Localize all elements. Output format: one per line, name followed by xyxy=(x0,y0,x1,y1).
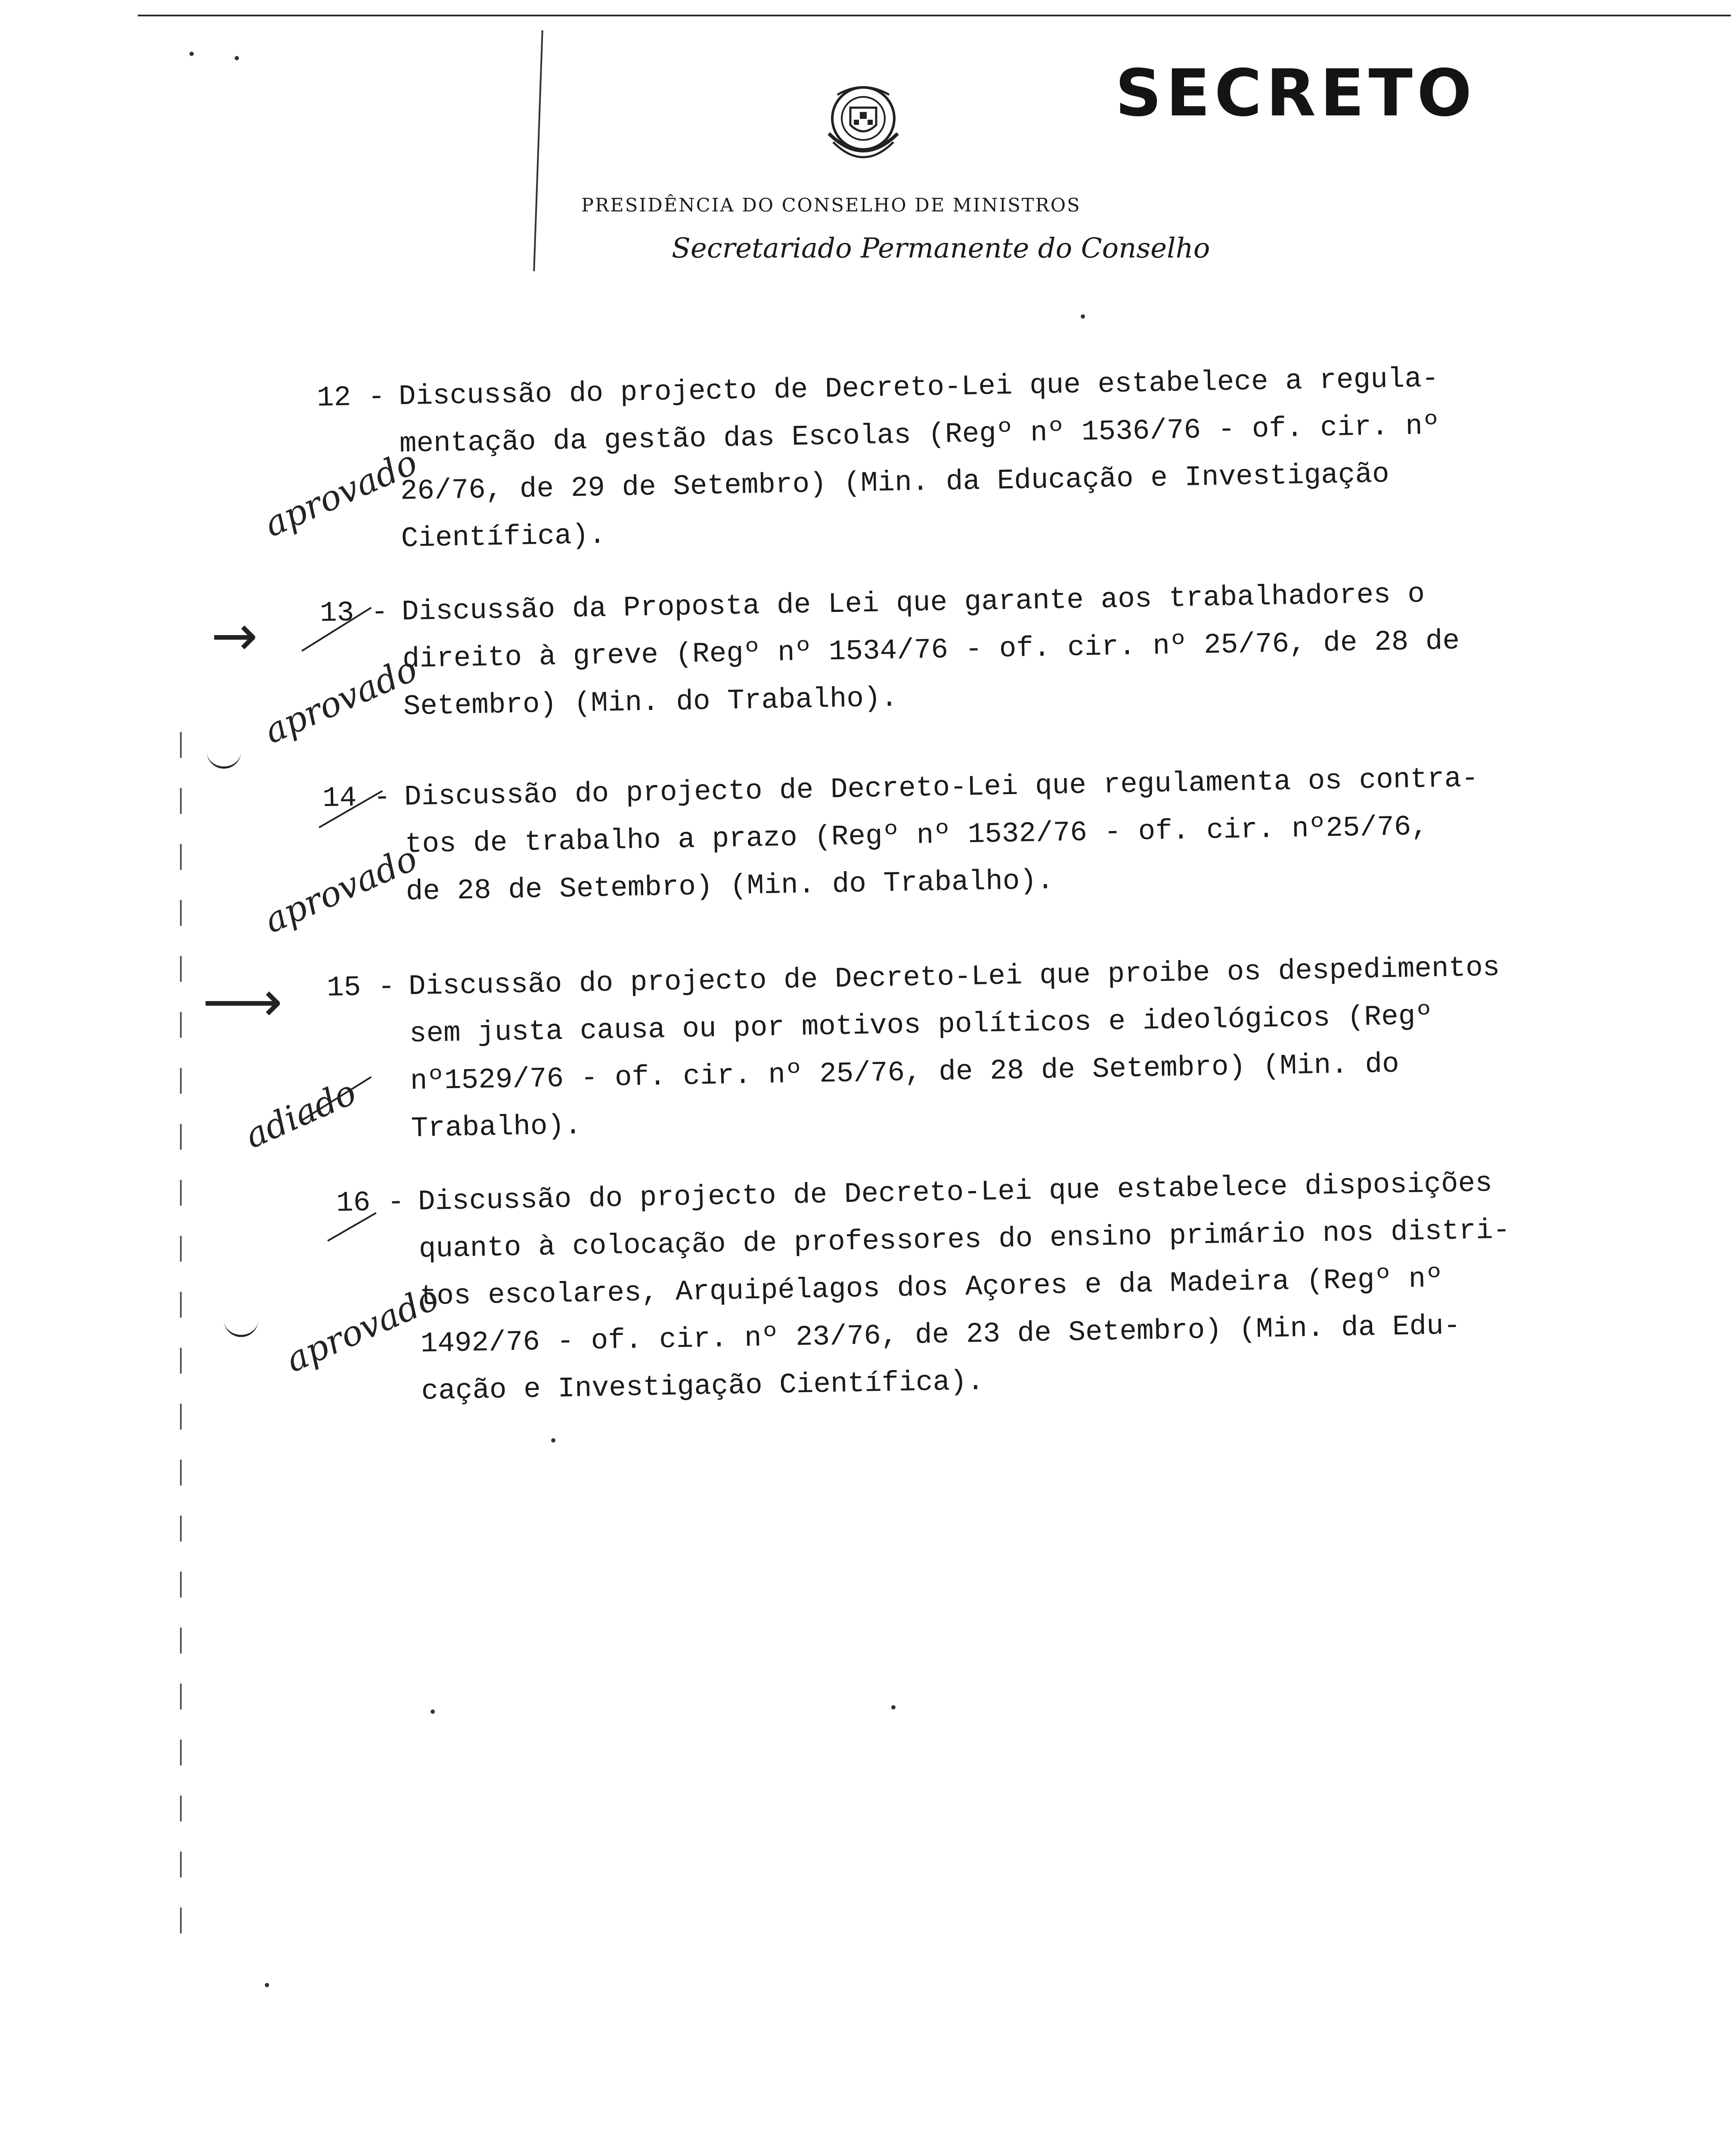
agenda-item xyxy=(336,1158,1589,1430)
agenda-item xyxy=(319,568,1571,745)
scan-speck xyxy=(891,1705,896,1709)
item-text: Discussão do projecto de Decreto-Lei que regulamenta os contra- tos de trabalho a prazo (Regº nº 1532/76 - of. cir. nº25/76, de 28 de Setembro) (Min. do Trabalho). xyxy=(404,762,1479,908)
item-number: 16 - xyxy=(336,1186,405,1219)
scan-fold-line xyxy=(533,30,543,271)
item-number: 12 - xyxy=(316,381,386,414)
handwritten-annotation: adiado xyxy=(239,1072,362,1156)
handwritten-annotation: aprovado xyxy=(280,1277,445,1380)
scan-speck xyxy=(189,52,194,56)
scan-speck xyxy=(235,56,239,60)
scan-top-rule xyxy=(138,15,1731,16)
handwritten-annotation: aprovado xyxy=(258,838,423,941)
item-number: 15 - xyxy=(326,971,396,1004)
handwritten-annotation: aprovado xyxy=(258,442,423,545)
item-text: Discussão da Proposta de Lei que garante aos trabalhadores o direito à greve (Regº nº 1534/76 - of. cir. nº 25/76, de 28 de Setembro) (Min. do Trabalho). xyxy=(401,578,1460,723)
arrow-icon: ⟶ xyxy=(202,969,283,1034)
department-subheading: Secretariado Permanente do Conselho xyxy=(672,233,1210,264)
item-number: 14 - xyxy=(322,781,391,815)
arrow-icon: → xyxy=(211,603,258,668)
agenda-item xyxy=(316,353,1569,573)
scan-speck xyxy=(265,1983,269,1987)
item-number: 13 - xyxy=(319,596,389,630)
scan-left-edge xyxy=(180,732,182,1938)
item-text: Discussão do projecto de Decreto-Lei que estabelece disposições quanto à colocação de professores do ensino primário nos distri- tos escolares, Arquipélagos dos Açores e da Madeira (Regº nº 1492/76 - of. cir. nº 23/76, de 23 de Setembro) (Min. da Edu- cação e Investigação Científica). xyxy=(418,1167,1510,1408)
handwritten-annotation: aprovado xyxy=(258,648,423,751)
item-text: Discussão do projecto de Decreto-Lei que proibe os despedimentos sem justa causa ou por motivos políticos e ideológicos (Regº nº1529/76 - of. cir. nº 25/76, de 28 de Setembro) (Min. do Trabalho). xyxy=(408,951,1500,1145)
agenda-item xyxy=(326,943,1578,1163)
office-heading: PRESIDÊNCIA DO CONSELHO DE MINISTROS xyxy=(581,195,1081,216)
scan-speck xyxy=(551,1438,555,1443)
coat-of-arms-emblem xyxy=(803,78,924,177)
margin-bracket-mark xyxy=(224,1318,258,1337)
agenda-item xyxy=(322,753,1573,930)
item-text: Discussão do projecto de Decreto-Lei que estabelece a regula- mentação da gestão das Escolas (Regº nº 1536/76 - of. cir. nº 26/76, de 29 de Setembro) (Min. da Educação e Investigação Científica). xyxy=(398,362,1440,555)
scan-speck xyxy=(1081,314,1085,319)
scan-speck xyxy=(431,1709,435,1714)
margin-bracket-mark xyxy=(207,749,241,769)
classification-stamp: SECRETO xyxy=(1115,56,1476,131)
